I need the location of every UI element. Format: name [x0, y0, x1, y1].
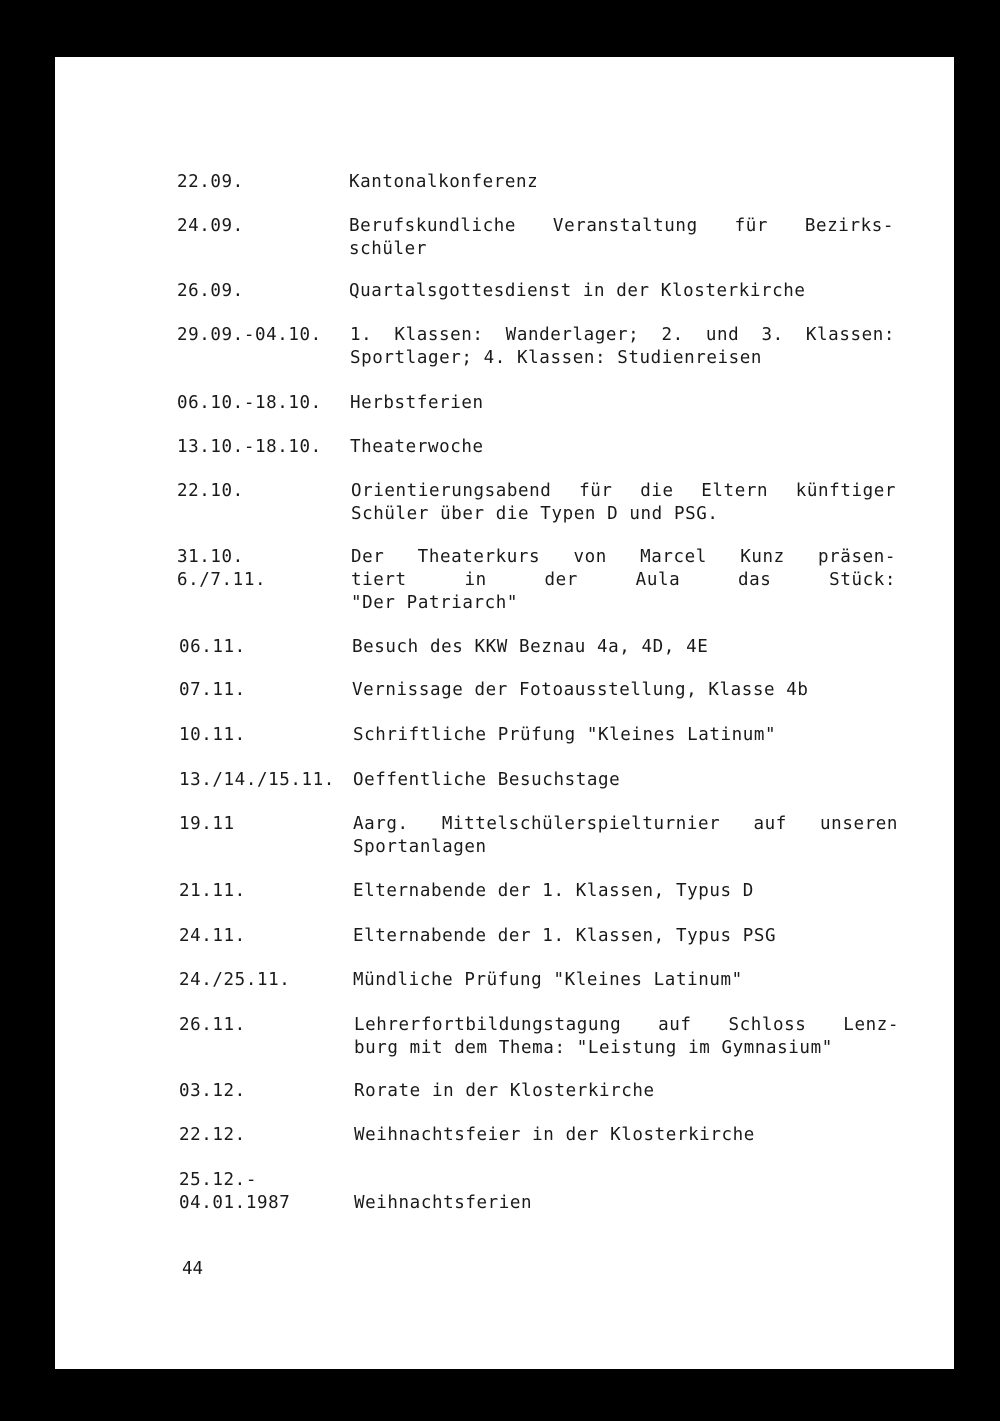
description-line: Elternabende der 1. Klassen, Typus D: [353, 881, 754, 901]
description-line: Oeffentliche Besuchstage: [353, 770, 621, 790]
description-line: Weihnachtsfeier in der Klosterkirche: [354, 1125, 755, 1145]
description-line: Mündliche Prüfung "Kleines Latinum": [353, 970, 743, 990]
entry-description: [350, 324, 895, 370]
entry-date: 22.10.: [177, 481, 244, 501]
entry-description: [354, 1192, 899, 1215]
description-line: Schriftliche Prüfung "Kleines Latinum": [353, 725, 777, 745]
description-line: Orientierungsabend für die Eltern künftiger: [351, 481, 896, 501]
entry-date: 25.12.- 04.01.1987: [179, 1170, 291, 1213]
entry-description: [350, 436, 895, 459]
entry-date: 10.11.: [179, 725, 246, 745]
description-line: Schüler über die Typen D und PSG.: [351, 504, 719, 524]
entry-date: 06.11.: [179, 637, 246, 657]
description-line: Sportlager; 4. Klassen: Studienreisen: [350, 348, 763, 368]
entry-description: [349, 215, 894, 261]
description-line: Weihnachtsferien: [354, 1193, 533, 1213]
entry-description: [351, 480, 896, 526]
description-line: Rorate in der Klosterkirche: [354, 1081, 655, 1101]
description-line: schüler: [349, 239, 427, 259]
description-line: "Der Patriarch": [351, 593, 519, 613]
description-line: Lehrerfortbildungstagung auf Schloss Lenz-: [354, 1015, 899, 1035]
entry-description: [353, 724, 898, 747]
entry-description: [354, 1080, 899, 1103]
description-line: 1. Klassen: Wanderlager; 2. und 3. Klassen:: [350, 325, 895, 345]
document-page: [55, 57, 954, 1369]
entry-date: 24.09.: [177, 216, 244, 236]
entry-description: [354, 1014, 899, 1060]
description-line: Besuch des KKW Beznau 4a, 4D, 4E: [352, 637, 709, 657]
description-line: tiert in der Aula das Stück:: [351, 570, 896, 590]
description-line: Sportanlagen: [353, 837, 487, 857]
entry-date: 13./14./15.11.: [179, 770, 335, 790]
entry-description: [353, 769, 898, 792]
description-line: burg mit dem Thema: "Leistung im Gymnasium": [354, 1038, 833, 1058]
entry-date: 21.11.: [179, 881, 246, 901]
entry-description: [353, 813, 898, 859]
entry-date: 24.11.: [179, 926, 246, 946]
description-line: Theaterwoche: [350, 437, 484, 457]
entry-description: [351, 546, 896, 615]
entry-date: 24./25.11.: [179, 970, 291, 990]
entry-description: [353, 880, 898, 903]
entry-description: [349, 280, 894, 303]
description-line: Aarg. Mittelschülerspielturnier auf unseren: [353, 814, 898, 834]
entry-description: [349, 171, 894, 194]
entry-description: [352, 679, 897, 702]
description-line: Vernissage der Fotoausstellung, Klasse 4b: [352, 680, 809, 700]
description-line: Herbstferien: [350, 393, 484, 413]
entry-date: 06.10.-18.10.: [177, 393, 322, 413]
entry-description: [353, 925, 898, 948]
description-line: Der Theaterkurs von Marcel Kunz präsen-: [351, 547, 896, 567]
entry-date: 13.10.-18.10.: [177, 437, 322, 457]
entry-date: 26.09.: [177, 281, 244, 301]
entry-date: 26.11.: [179, 1015, 246, 1035]
description-line: Kantonalkonferenz: [349, 172, 539, 192]
description-line: Quartalsgottesdienst in der Klosterkirche: [349, 281, 806, 301]
entry-date: 07.11.: [179, 680, 246, 700]
entry-date: 31.10. 6./7.11.: [177, 547, 267, 590]
entry-date: 03.12.: [179, 1081, 246, 1101]
description-line: Elternabende der 1. Klassen, Typus PSG: [353, 926, 777, 946]
entry-date: 29.09.-04.10.: [177, 325, 322, 345]
description-line: Berufskundliche Veranstaltung für Bezirks-: [349, 216, 894, 236]
entry-date: 19.11: [179, 814, 235, 834]
page-number: 44: [182, 1259, 204, 1279]
entry-description: [352, 636, 897, 659]
entry-description: [350, 392, 895, 415]
entry-description: [354, 1124, 899, 1147]
entry-date: 22.12.: [179, 1125, 246, 1145]
entry-description: [353, 969, 898, 992]
entry-date: 22.09.: [177, 172, 244, 192]
